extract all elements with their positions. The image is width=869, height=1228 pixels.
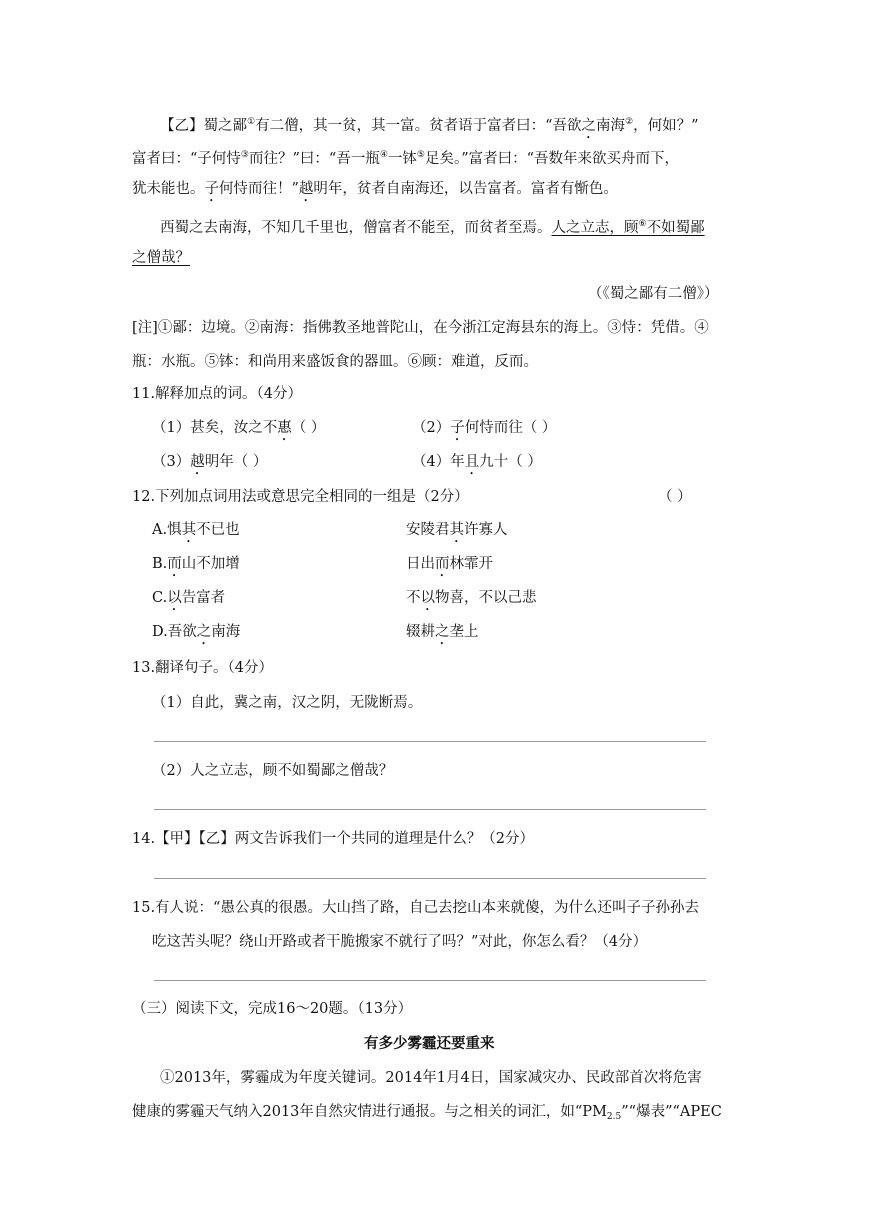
article-line-2: 健康的雾霾天气纳入2013年自然灾情进行通报。与之相关的词汇，如“$PM_{2.5}”“$爆表”“APEC	[132, 1104, 722, 1122]
q12-option-c-left: C.以告富者	[152, 590, 226, 606]
section-3-heading: （三）阅读下文，完成16～20题。（13分）	[132, 1001, 413, 1017]
q12-option-b-left: B.而山不加增	[152, 556, 240, 572]
note-line-2: 瓶：水瓶。⑤钵：和尚用来盛饭食的器皿。⑥顾：难道，反而。	[132, 354, 538, 370]
passage-b-line-2: 富者曰：“子何恃③而往？”曰：“吾一瓶④一钵⑤足矣。”富者曰：“吾数年来欲买舟而下，	[132, 150, 680, 167]
answer-line-q15[interactable]	[154, 980, 706, 981]
passage-b-line-1: 【乙】蜀之鄙①有二僧，其一贫，其一富。贫者语于富者曰：“吾欲之南海②，何如？”	[160, 117, 699, 134]
q12-option-d-right: 辍耕之垄上	[406, 624, 479, 640]
underlined-sentence-part-1: 人之立志，顾⑥不如蜀鄙	[551, 219, 705, 236]
q13-sentence-1: （1）自此，冀之南，汉之阴，无陇断焉。	[152, 695, 423, 711]
q12-answer-paren: （ ）	[658, 489, 692, 505]
q15-line-2: 吃这苦头呢？绕山开路或者干脆搬家不就行了吗？”对此，你怎么看？（4分）	[152, 934, 648, 950]
note-line-1: [注]①鄙：边境。②南海：指佛教圣地普陀山，在今浙江定海县东的海上。③恃：凭借。④	[132, 320, 709, 336]
q12-option-a-right: 安陵君其许寡人	[406, 522, 508, 538]
answer-line-q13-1[interactable]	[154, 741, 706, 742]
q12-option-b-right: 日出而林霏开	[406, 556, 493, 572]
article-title: 有多少雾霾还要重来	[364, 1035, 495, 1052]
q12-stem: 12.下列加点词用法或意思完全相同的一组是（2分）	[132, 489, 469, 505]
q12-option-a-left: A.惧其不已也	[152, 522, 240, 538]
passage-b-line-3: 犹未能也。子何恃而往！”越明年，贫者自南海还，以告富者。富者有惭色。	[132, 181, 618, 197]
q12-option-d-left: D.吾欲之南海	[152, 624, 241, 640]
q11-item-2: （2）子何恃而往（ ）	[412, 420, 557, 436]
underlined-sentence-part-2: 之僧哉？	[132, 250, 190, 266]
q13-sentence-2: （2）人之立志，顾不如蜀鄙之僧哉？	[152, 763, 394, 779]
q11-item-3: （3）越明年（ ）	[152, 454, 268, 470]
article-line-1: ①2013年，雾霾成为年度关键词。2014年1月4日，国家减灾办、民政部首次将危害	[160, 1070, 702, 1086]
passage-b-line-4: 西蜀之去南海，不知几千里也，僧富者不能至，而贫者至焉。人之立志，顾⑥不如蜀鄙	[160, 219, 705, 236]
q13-stem: 13.翻译句子。（4分）	[132, 660, 274, 676]
q15-line-1: 15.有人说：“愚公真的很愚。大山挡了路，自己去挖山本来就傻，为什么还叫子子孙孙去	[132, 900, 699, 916]
q12-option-c-right: 不以物喜，不以己悲	[406, 590, 537, 606]
q11-item-1: （1）甚矣，汝之不惠（ ）	[152, 420, 326, 436]
q14-stem: 14.【甲】【乙】两文告诉我们一个共同的道理是什么？（2分）	[132, 831, 535, 847]
q11-item-4: （4）年且九十（ ）	[412, 454, 542, 470]
answer-line-q13-2[interactable]	[154, 809, 706, 810]
passage-source: （《蜀之鄙有二僧》）	[588, 286, 719, 302]
q11-stem: 11.解释加点的词。（4分）	[132, 386, 303, 402]
answer-line-q14[interactable]	[154, 878, 706, 879]
